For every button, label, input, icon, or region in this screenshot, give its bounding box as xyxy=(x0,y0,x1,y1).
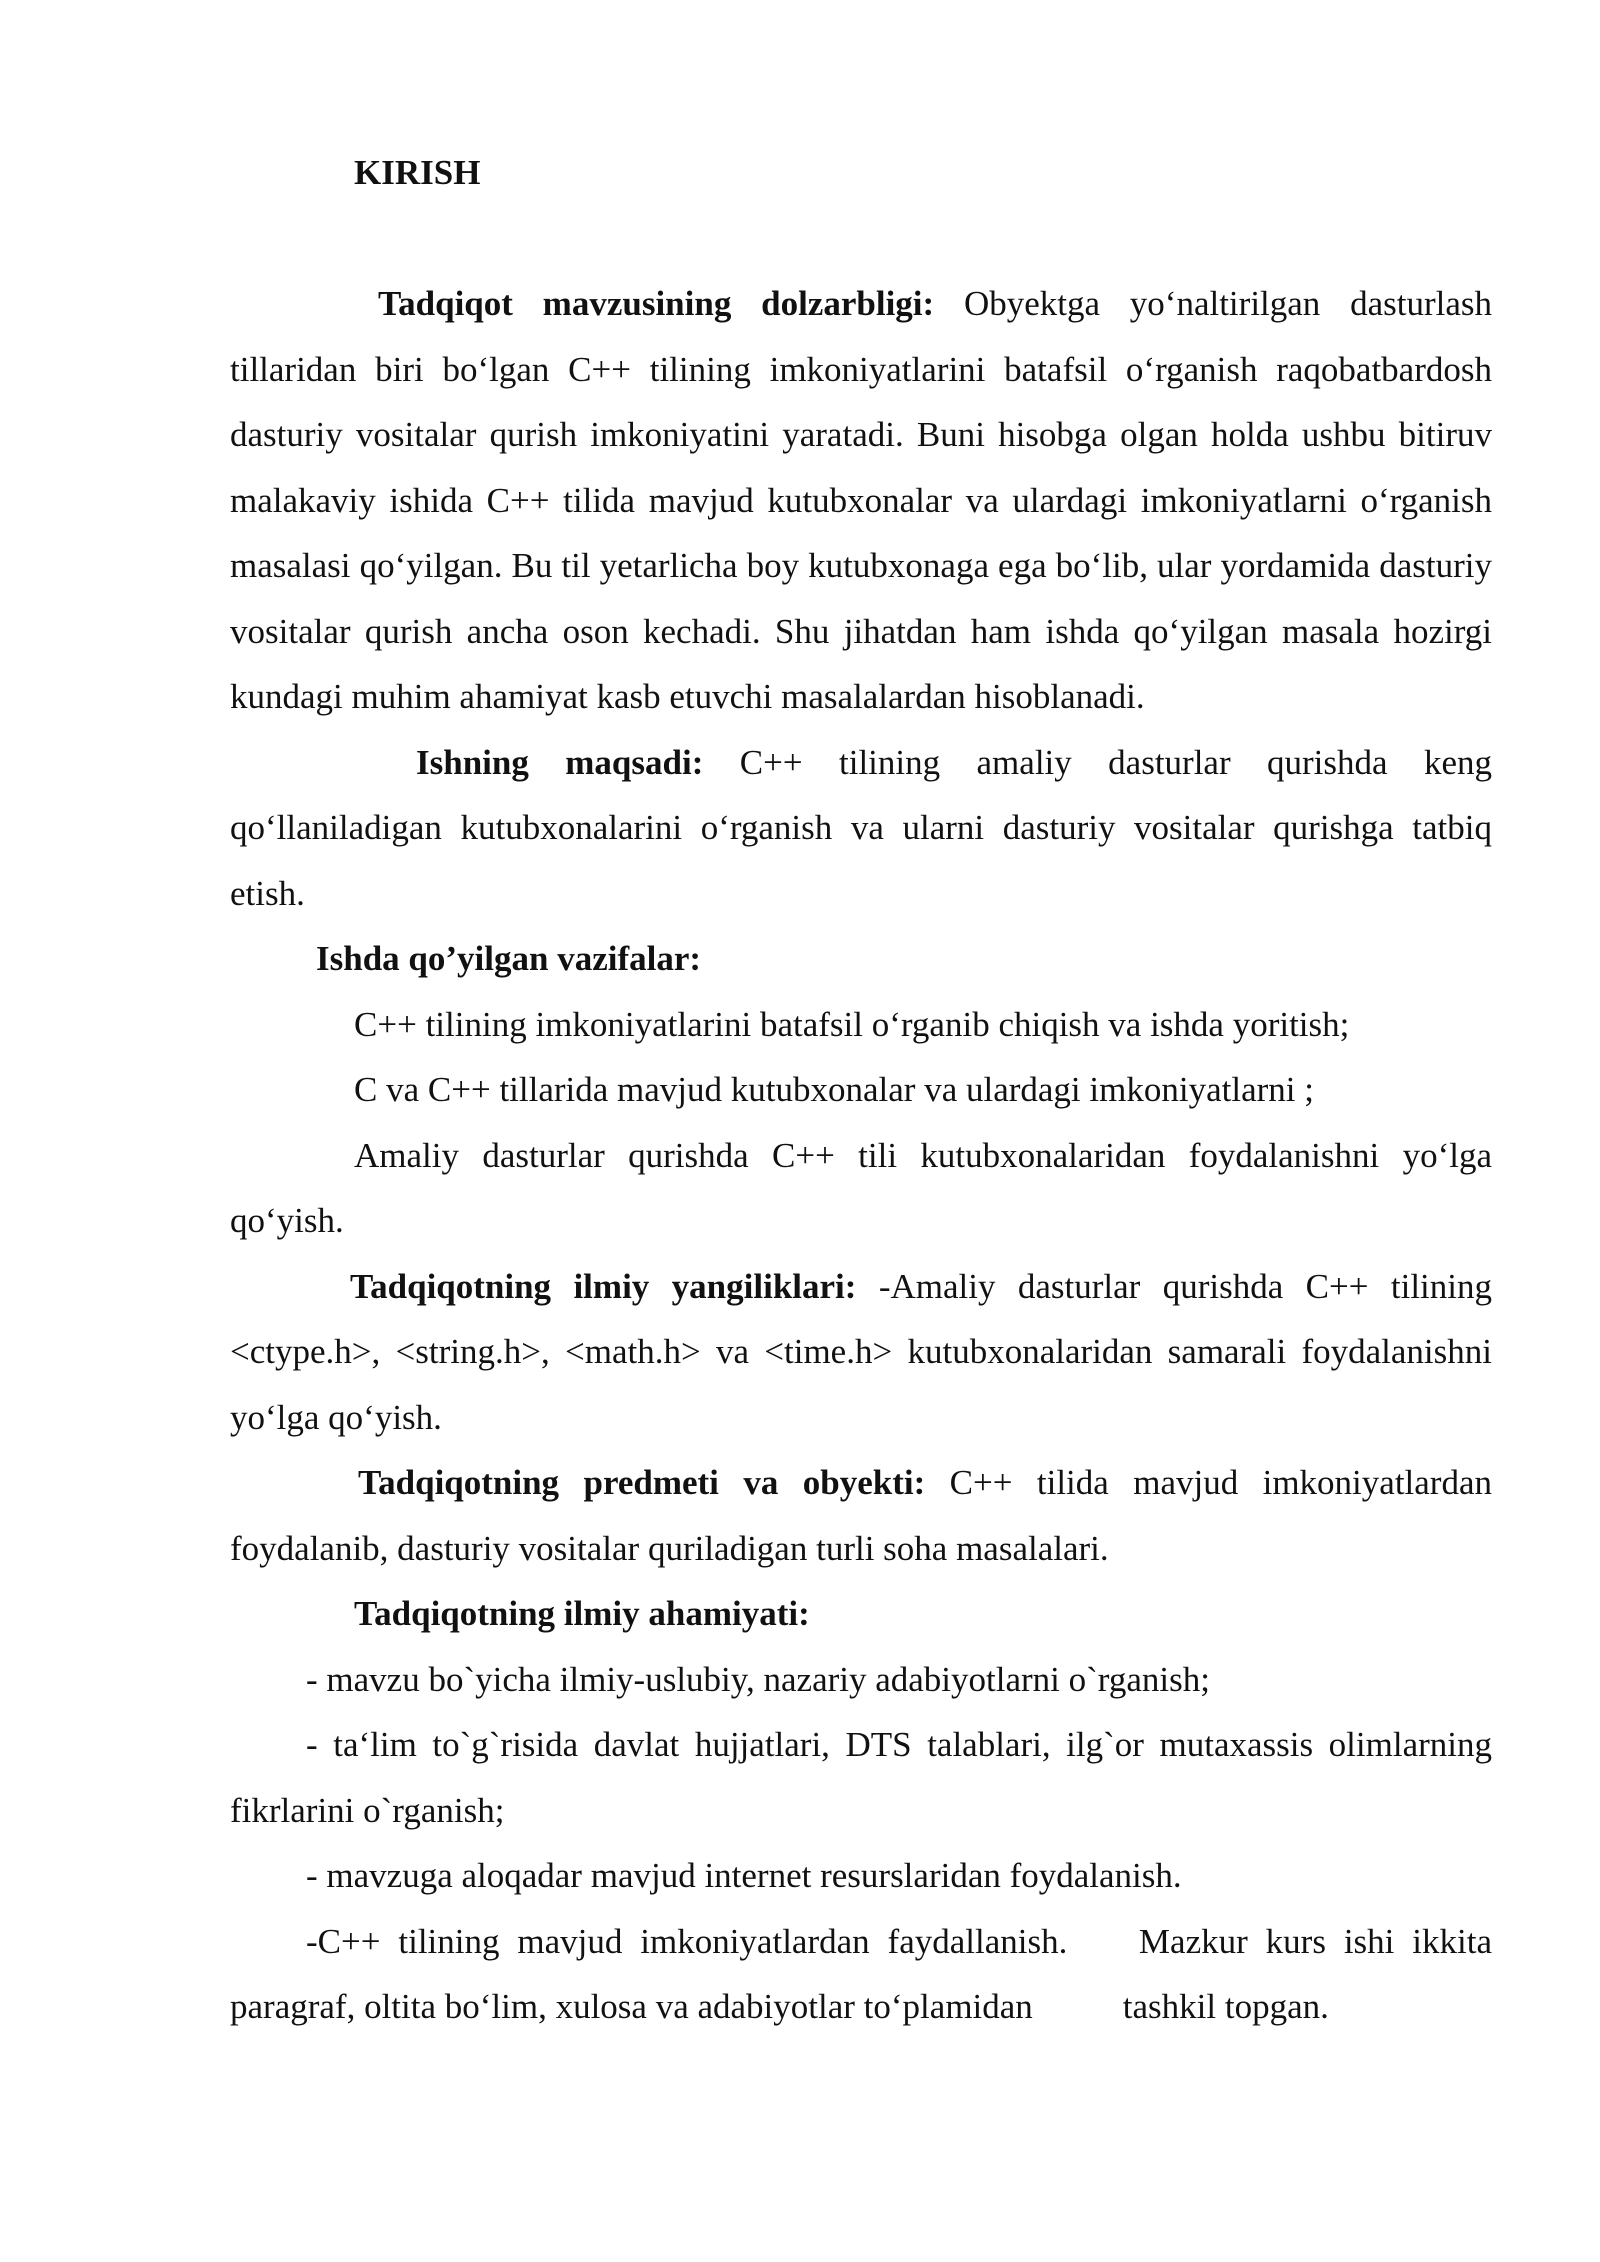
label-dolzarblik: Tadqiqot mavzusining dolzarbligi: xyxy=(378,284,935,323)
text-predmet: C++ tilida mavjud imkoniyatlardan foydalanib, dasturiy vositalar quriladigan turli soha masalalari. xyxy=(230,1463,1492,1568)
list-item: C++ tilining imkoniyatlarini batafsil o‘rganib chiqish va ishda yoritish; xyxy=(354,1004,1350,1044)
paragraph-dolzarblik xyxy=(230,271,1492,730)
label-vazifalar: Ishda qo’yilgan vazifalar: xyxy=(316,939,702,978)
document-page xyxy=(230,140,1492,2040)
text-final-b: Mazkur kurs ishi ikkita paragraf, oltita bo‘lim, xulosa va adabiyotlar to‘plamidan xyxy=(230,1921,1492,2026)
paragraph-predmet xyxy=(230,1450,1492,1581)
label-predmet: Tadqiqotning predmeti va obyekti: xyxy=(358,1463,926,1502)
text-final-c: tashkil topgan. xyxy=(1122,1987,1329,2026)
label-yangiliklar: Tadqiqotning ilmiy yangiliklari: xyxy=(350,1266,857,1306)
paragraph-final xyxy=(230,1909,1492,2040)
label-maqsad: Ishning maqsadi: xyxy=(416,742,704,782)
list-item: - mavzu bo`yicha ilmiy-uslubiy, nazariy adabiyotlarni o`rganish; xyxy=(306,1659,1210,1699)
label-ahamiyat: Tadqiqotning ilmiy ahamiyati: xyxy=(354,1594,810,1633)
text-dolzarblik: Obyektga yo‘naltirilgan dasturlash tillaridan biri bo‘lgan C++ tilining imkoniyatlarini batafsil o‘rganish raqobatbardosh dasturiy vositalar qurish imkoniyatini yaratadi. Buni hisobga olgan holda ushbu bitiruv malakaviy ishida C++ tilida mavjud kutubxonalar va ulardagi imkoniyatlarni o‘rganish masalasi qo‘yilgan. Bu til yetarlicha boy kutubxonaga ega bo‘lib, ular yordamida dasturiy vositalar qurish ancha oson kechadi. Shu jihatdan ham ishda qo‘yilgan masala hozirgi kundagi muhim ahamiyat kasb etuvchi masalalardan hisoblanadi. xyxy=(230,284,1492,716)
text-final-a: -C++ tilining mavjud imkoniyatlardan faydallanish. xyxy=(306,1921,1068,1961)
list-item: - mavzuga aloqadar mavjud internet resurslaridan foydalanish. xyxy=(306,1856,1182,1895)
list-item: Amaliy dasturlar qurishda C++ tili kutubxonalaridan foydalanishni yo‘lga qo‘yish. xyxy=(230,1135,1492,1240)
heading-ahamiyat xyxy=(230,1581,1492,1647)
list-item: C va C++ tillarida mavjud kutubxonalar va ulardagi imkoniyatlarni ; xyxy=(354,1070,1314,1109)
heading-vazifalar xyxy=(230,926,1492,992)
text-maqsad: C++ tilining amaliy dasturlar qurishda keng qo‘llaniladigan kutubxonalarini o‘rganish va ularni dasturiy vositalar qurishga tatbiq etish. xyxy=(230,742,1492,913)
spacer xyxy=(230,206,1492,272)
paragraph-maqsad xyxy=(230,730,1492,927)
paragraph-yangiliklar xyxy=(230,1254,1492,1451)
page-title: KIRISH xyxy=(354,153,481,192)
text-yangiliklar: -Amaliy dasturlar qurishda C++ tilining <ctype.h>, <string.h>, <math.h> va <time.h> kutubxonalaridan samarali foydalanishni yo‘lga qo‘yish. xyxy=(230,1266,1492,1437)
list-item: - ta‘lim to`g`risida davlat hujjatlari, DTS talablari, ilg`or mutaxassis olimlarning fikrlarini o`rganish; xyxy=(230,1725,1492,1830)
